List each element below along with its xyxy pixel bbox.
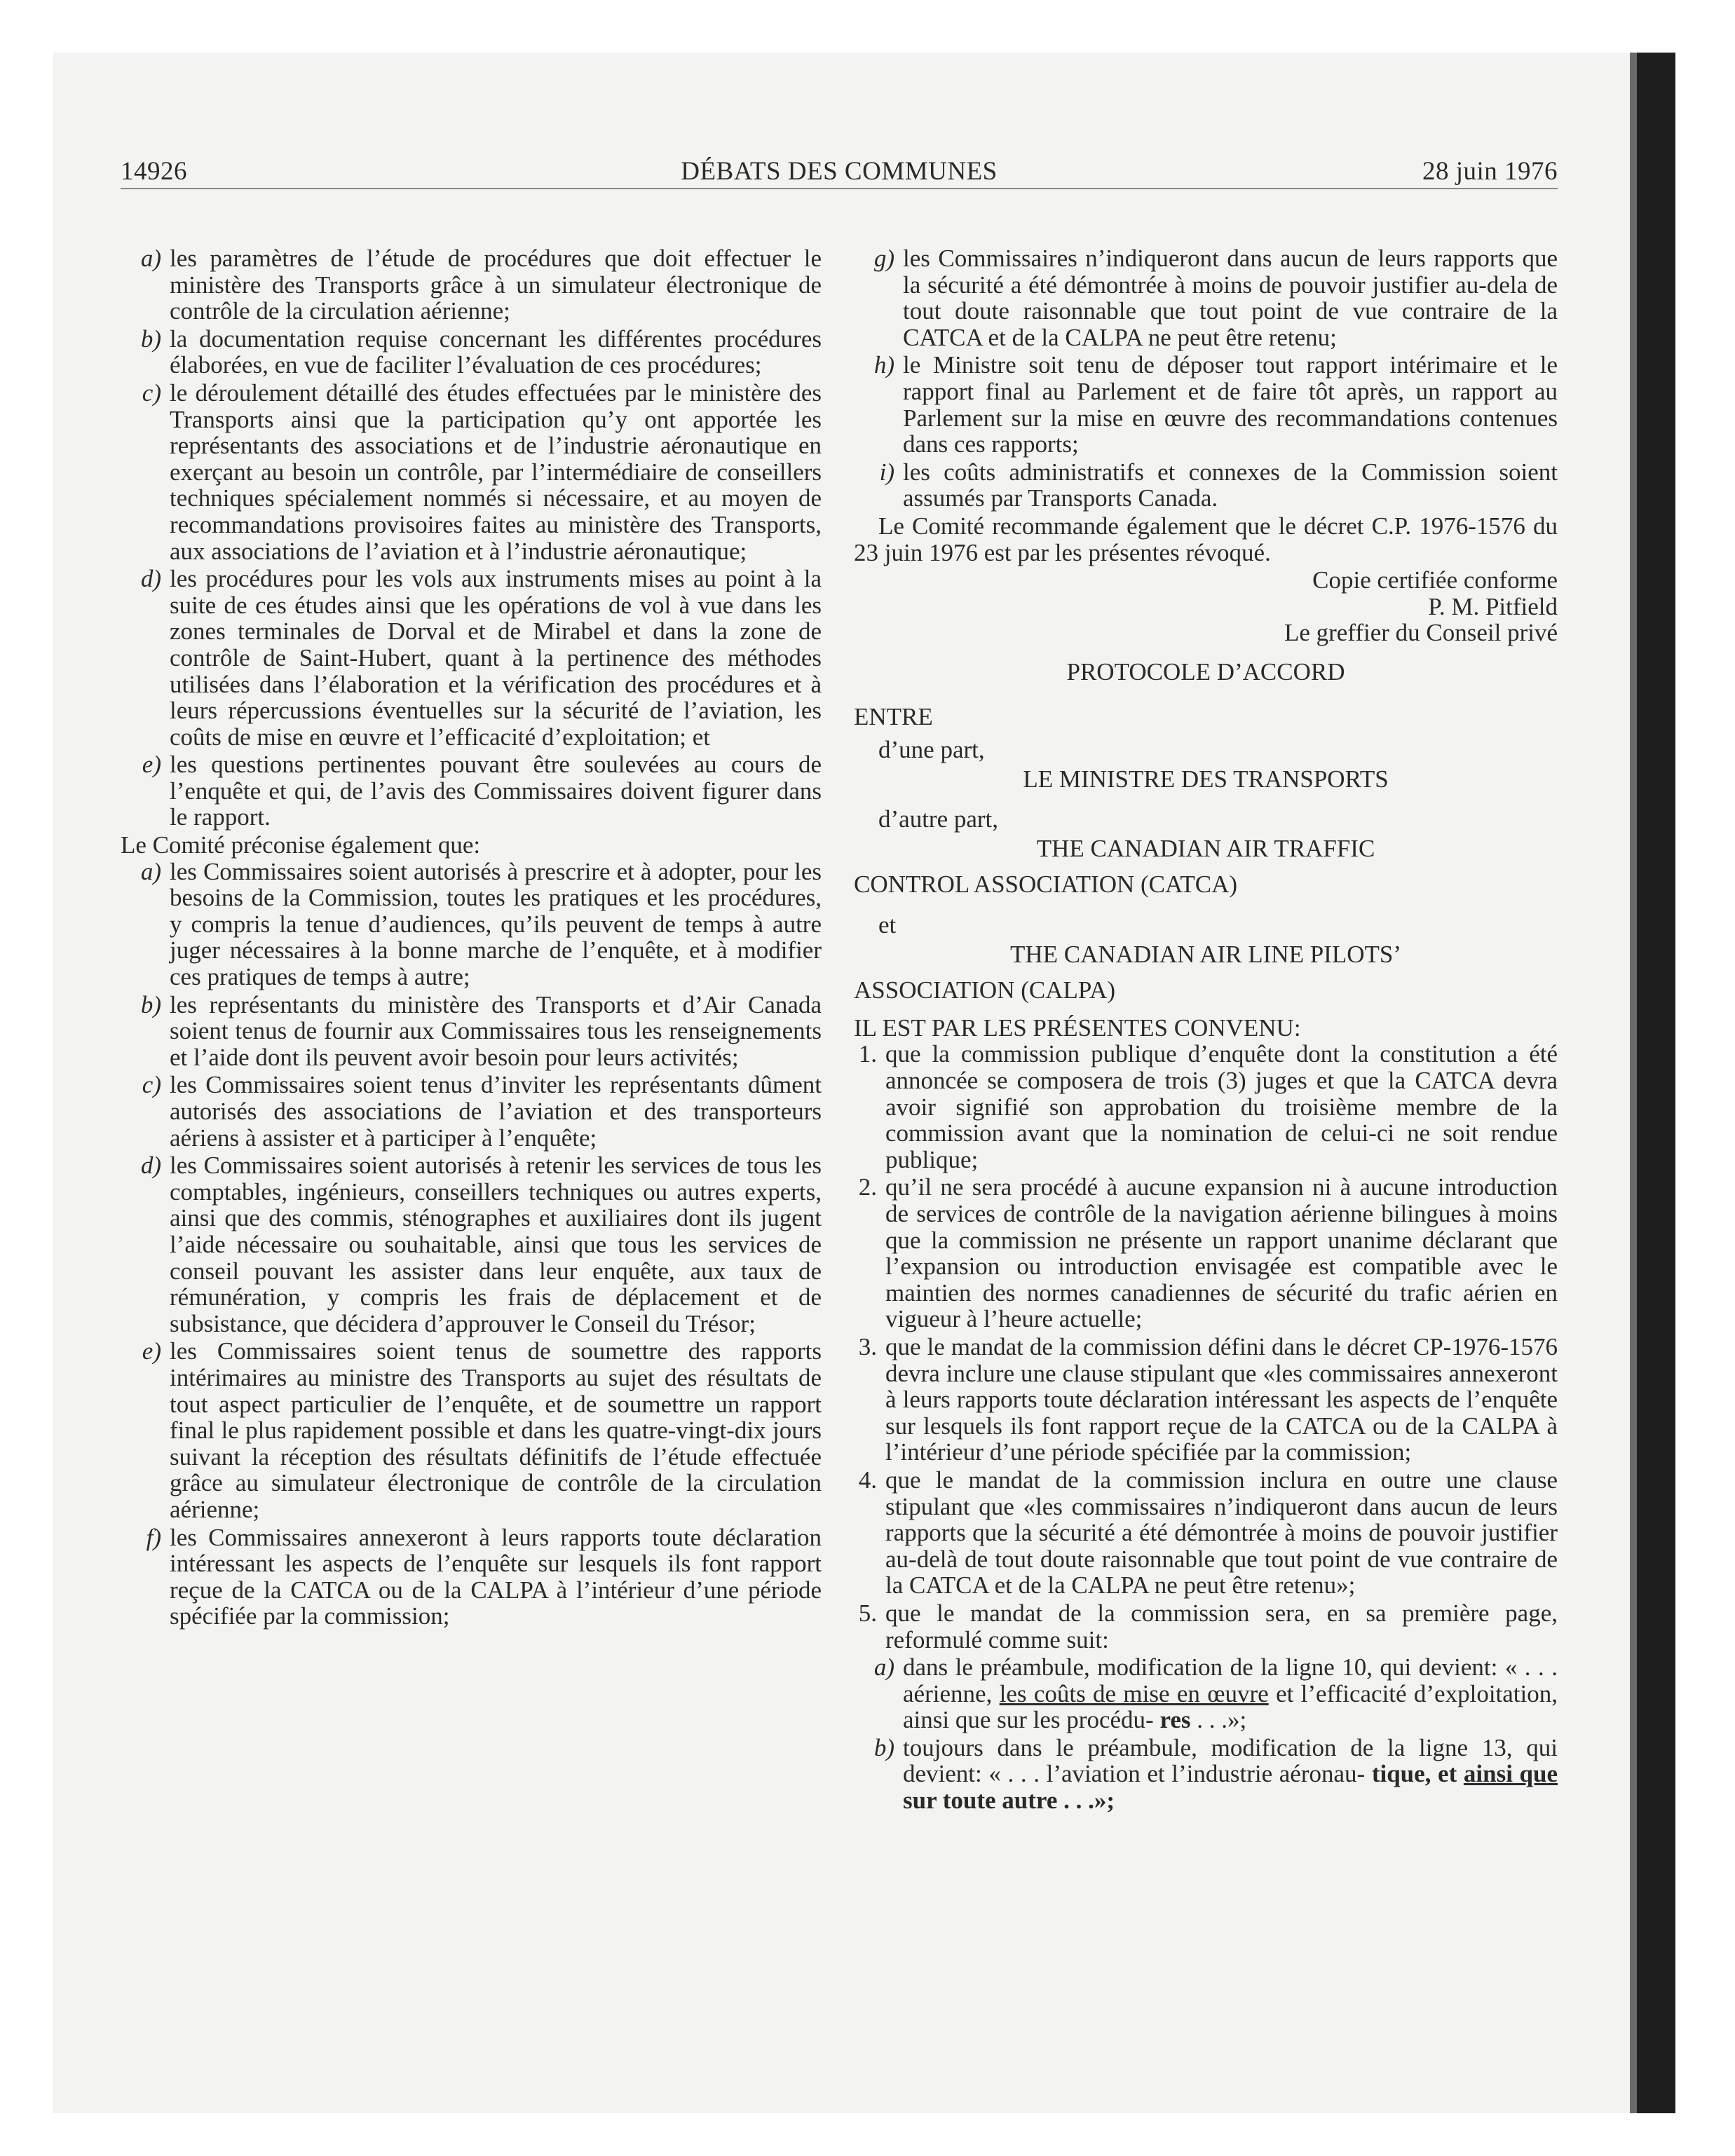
scan-edge-shadow <box>1630 53 1675 2113</box>
item-label: c) <box>142 1071 161 1099</box>
bold-amendment-end: sur toute autre . . .»; <box>903 1787 1115 1815</box>
clause-text: qu’il ne sera procédé à aucune expansion ni à aucune introduction de services de contrôle de la navigation aérienne bilingues à moins que la commission ne présente un rapport unanime déclarant que l’expansion ou introduction envisagée est compatible avec le maintien des normes canadiennes de sécurité du trafic aérien en vigueur à l’heure actuelle; <box>885 1173 1558 1333</box>
list-item <box>121 1338 822 1522</box>
signatory-name: P. M. Pitfield <box>1428 592 1558 620</box>
list-item <box>121 992 822 1071</box>
sub-clause <box>854 1654 1558 1733</box>
party-two-label: d’autre part, <box>878 805 999 833</box>
list-item <box>121 380 822 564</box>
numbered-clause <box>854 1600 1558 1653</box>
item-text: les Commissaires soient tenus de soumettre des rapports intérimaires au ministre des Transports au sujet des résultats de tout aspect particulier de l’enquête, et de soumettre un rapport final le plus rapidement possible et dans les quatre-vingt-dix jours suivant la réception des résultats définitifs de l’étude effectuée grâce au simulateur électronique de contrôle de la circulation aérienne; <box>170 1337 822 1523</box>
party-one-label: d’une part, <box>878 736 985 764</box>
sub-clause <box>854 1735 1558 1814</box>
item-label: b) <box>140 990 161 1018</box>
item-label: d) <box>140 565 161 593</box>
item-text: les paramètres de l’étude de procédures que doit effectuer le ministère des Transports grâce à un simulateur électronique de contrôle de la circulation aérienne; <box>170 245 822 325</box>
party-one-name: LE MINISTRE DES TRANSPORTS <box>1023 765 1389 793</box>
publication-title: DÉBATS DES COMMUNES <box>681 157 998 186</box>
list-item <box>121 566 822 750</box>
left-column <box>121 245 822 1631</box>
item-text: le déroulement détaillé des études effectuées par le ministère des Transports ainsi que la participation qu’y ont apportée les représentants des associations et de l’industrie aéronautique en exerçant au besoin un contrôle, par l’intermédiaire de conseillers techniques spécialement nommés si nécessaire, et au moyen de recommandations provisoires faites au ministère des Transports, aux associations de l’aviation et à l’industrie aéronautique; <box>170 378 822 565</box>
item-text: les Commissaires annexeront à leurs rapports toute déclaration intéressant les aspects de l’enquête sur lesquels ils font rapport reçue de la CATCA ou de la CALPA à l’intérieur d’une période spécifiée par la commission; <box>170 1523 822 1630</box>
clause-number: 3. <box>858 1332 877 1360</box>
sub-clause-text <box>903 1654 1558 1733</box>
page-number: 14926 <box>121 157 187 186</box>
sub-clause-text-end: . . .»; <box>1197 1706 1247 1734</box>
bold-amendment: res <box>1159 1706 1191 1734</box>
list-item <box>121 1072 822 1151</box>
item-text: les Commissaires soient tenus d’inviter les représentants dûment autorisés des associations de l’aviation et des transporteurs aériens à assister et à participer à l’enquête; <box>170 1071 822 1152</box>
item-label: h) <box>873 351 894 379</box>
sub-clause-text-mid: et l’efficacité d’exploitation, ainsi que sur les procédu- <box>903 1679 1558 1734</box>
item-label: a) <box>140 857 161 885</box>
sub-clause-text <box>903 1735 1558 1814</box>
list-item <box>121 1524 822 1630</box>
party-three-name-line2: ASSOCIATION (CALPA) <box>854 976 1116 1004</box>
recommendation-paragraph: Le Comité recommande également que le décret C.P. 1976-1576 du 23 juin 1976 est par les présentes révoqué. <box>854 512 1558 566</box>
item-text: les Commissaires n’indiqueront dans aucun de leurs rapports que la sécurité a été démontrée à moins de pouvoir justifier au-dela de tout doute raisonnable que tout point de vue contraire de la CATCA et de la CALPA ne peut être retenu; <box>903 245 1558 351</box>
underlined-amendment: ainsi que <box>1463 1760 1558 1788</box>
list-item <box>121 245 822 325</box>
header-rule <box>121 188 1558 189</box>
section-intro: Le Comité préconise également que: <box>121 831 481 859</box>
item-text: le Ministre soit tenu de déposer tout rapport intérimaire et le rapport final au Parlement et de faire tôt après, un rapport au Parlement sur la mise en œuvre des recommandations contenues dans ces rapports; <box>903 351 1558 458</box>
list-item <box>854 245 1558 350</box>
list-item <box>121 751 822 831</box>
list-item <box>854 459 1558 512</box>
certification-line: Copie certifiée conforme <box>1312 566 1558 594</box>
issue-date: 28 juin 1976 <box>1422 157 1558 186</box>
party-two-name-line1: THE CANADIAN AIR TRAFFIC <box>1036 834 1375 862</box>
agreement-heading: IL EST PAR LES PRÉSENTES CONVENU: <box>854 1014 1301 1042</box>
clause-text: que la commission publique d’enquête dont la constitution a été annoncée se composera de trois (3) juges et que la CATCA devra avoir signifié son approbation du troisième membre de la commission avant que la nomination de celui-ci ne soit rendue publique; <box>885 1040 1558 1173</box>
sub-clause-label: b) <box>873 1733 894 1761</box>
entre-label: ENTRE <box>854 702 933 730</box>
item-text: les coûts administratifs et connexes de la Commission soient assumés par Transports Canada. <box>903 458 1558 512</box>
right-column <box>854 245 1558 1815</box>
item-text: la documentation requise concernant les différentes procédures élaborées, en vue de faciliter l’évaluation de ces procédures; <box>170 325 822 379</box>
clause-number: 1. <box>858 1040 877 1068</box>
item-text: les représentants du ministère des Transports et d’Air Canada soient tenus de fournir aux Commissaires tous les renseignements et l’aide dont ils peuvent avoir besoin pour leurs activités; <box>170 990 822 1071</box>
item-text: les Commissaires soient autorisés à retenir les services de tous les comptables, ingénieurs, conseillers techniques ou autres experts, ainsi que des commis, sténographes et auxiliaires dont ils jugent l’aide nécessaire ou souhaitable, ainsi que tous les services de conseil pouvant les assister dans leur enquête, aux taux de rémunération, y compris les frais de déplacement et de subsistance, que décidera d’approuver le Conseil du Trésor; <box>170 1152 822 1337</box>
item-label: d) <box>140 1152 161 1180</box>
party-two-name-line2: CONTROL ASSOCIATION (CATCA) <box>854 871 1238 899</box>
list-item <box>854 352 1558 457</box>
party-three-name-line1: THE CANADIAN AIR LINE PILOTS’ <box>1009 940 1401 968</box>
clause-text: que le mandat de la commission sera, en sa première page, reformulé comme suit: <box>885 1599 1558 1653</box>
item-label: f) <box>146 1523 161 1551</box>
sub-clause-text-start: toujours dans le préambule, modification de la ligne 13, qui devient: « . . . l’aviation et l’industrie aéronau- <box>903 1733 1558 1788</box>
list-item <box>121 326 822 378</box>
protocol-heading: PROTOCOLE D’ACCORD <box>1066 657 1345 685</box>
clause-number: 2. <box>858 1173 877 1201</box>
item-label: b) <box>140 325 161 353</box>
numbered-clause <box>854 1467 1558 1599</box>
numbered-clause <box>854 1174 1558 1332</box>
numbered-clause <box>854 1334 1558 1466</box>
signatory-title: Le greffier du Conseil privé <box>1284 619 1558 647</box>
item-label: e) <box>142 1337 161 1365</box>
item-label: a) <box>140 245 161 272</box>
item-label: c) <box>142 378 161 407</box>
clause-text: que le mandat de la commission inclura en outre une clause stipulant que «les commissaires n’indiqueront dans aucun de leurs rapports que la sécurité a été démontrée à moins de pouvoir justifier au-delà de tout doute raisonnable que tout point de vue contraire de la CATCA et de la CALPA ne peut être retenu»; <box>885 1466 1558 1599</box>
numbered-clause <box>854 1041 1558 1173</box>
running-header <box>121 153 1558 189</box>
clause-text: que le mandat de la commission défini dans le décret CP-1976-1576 devra inclure une clause stipulant que «les commissaires annexeront à leurs rapports toute déclaration intéressant les aspects de l’enquête sur lesquels ils font rapport reçue de la CATCA ou de la CALPA à l’intérieur d’une période spécifiée par la commission; <box>885 1332 1558 1466</box>
bold-amendment: tique, et <box>1371 1760 1457 1788</box>
clause-number: 5. <box>858 1599 877 1627</box>
list-item <box>121 1152 822 1337</box>
item-label: g) <box>873 245 894 272</box>
item-text: les questions pertinentes pouvant être soulevées au cours de l’enquête et qui, de l’avis des Commissaires doivent figurer dans le rapport. <box>170 751 822 831</box>
sub-clause-text-start: dans le préambule, modification de la ligne 10, qui devient: « . . . aérienne, <box>903 1653 1558 1707</box>
sub-clause-label: a) <box>873 1653 894 1681</box>
item-text: les procédures pour les vols aux instruments mises au point à la suite de ces études ainsi que les opérations de vol à vue dans les zones terminales de Dorval et de Mirabel et dans la zone de contrôle de Saint-Hubert, quant à la pertinence des méthodes utilisées dans l’élaboration et la vérification des procédures et à leurs répercussions éventuelles sur la sécurité de l’aviation, les coûts de mise en œuvre et l’efficacité d’exploitation; et <box>170 565 822 751</box>
list-item <box>121 859 822 990</box>
underlined-amendment: les coûts de mise en œuvre <box>999 1679 1269 1707</box>
item-label: e) <box>142 751 161 779</box>
item-label: i) <box>879 458 894 486</box>
clause-number: 4. <box>858 1466 877 1494</box>
conjunction-et: et <box>878 911 897 939</box>
item-text: les Commissaires soient autorisés à prescrire et à adopter, pour les besoins de la Commission, toutes les pratiques et les procédures, y compris la tenue d’audiences, qu’ils peuvent de temps à autre juger nécessaires à la bonne marche de l’enquête, et à modifier ces pratiques de temps à autre; <box>170 857 822 991</box>
